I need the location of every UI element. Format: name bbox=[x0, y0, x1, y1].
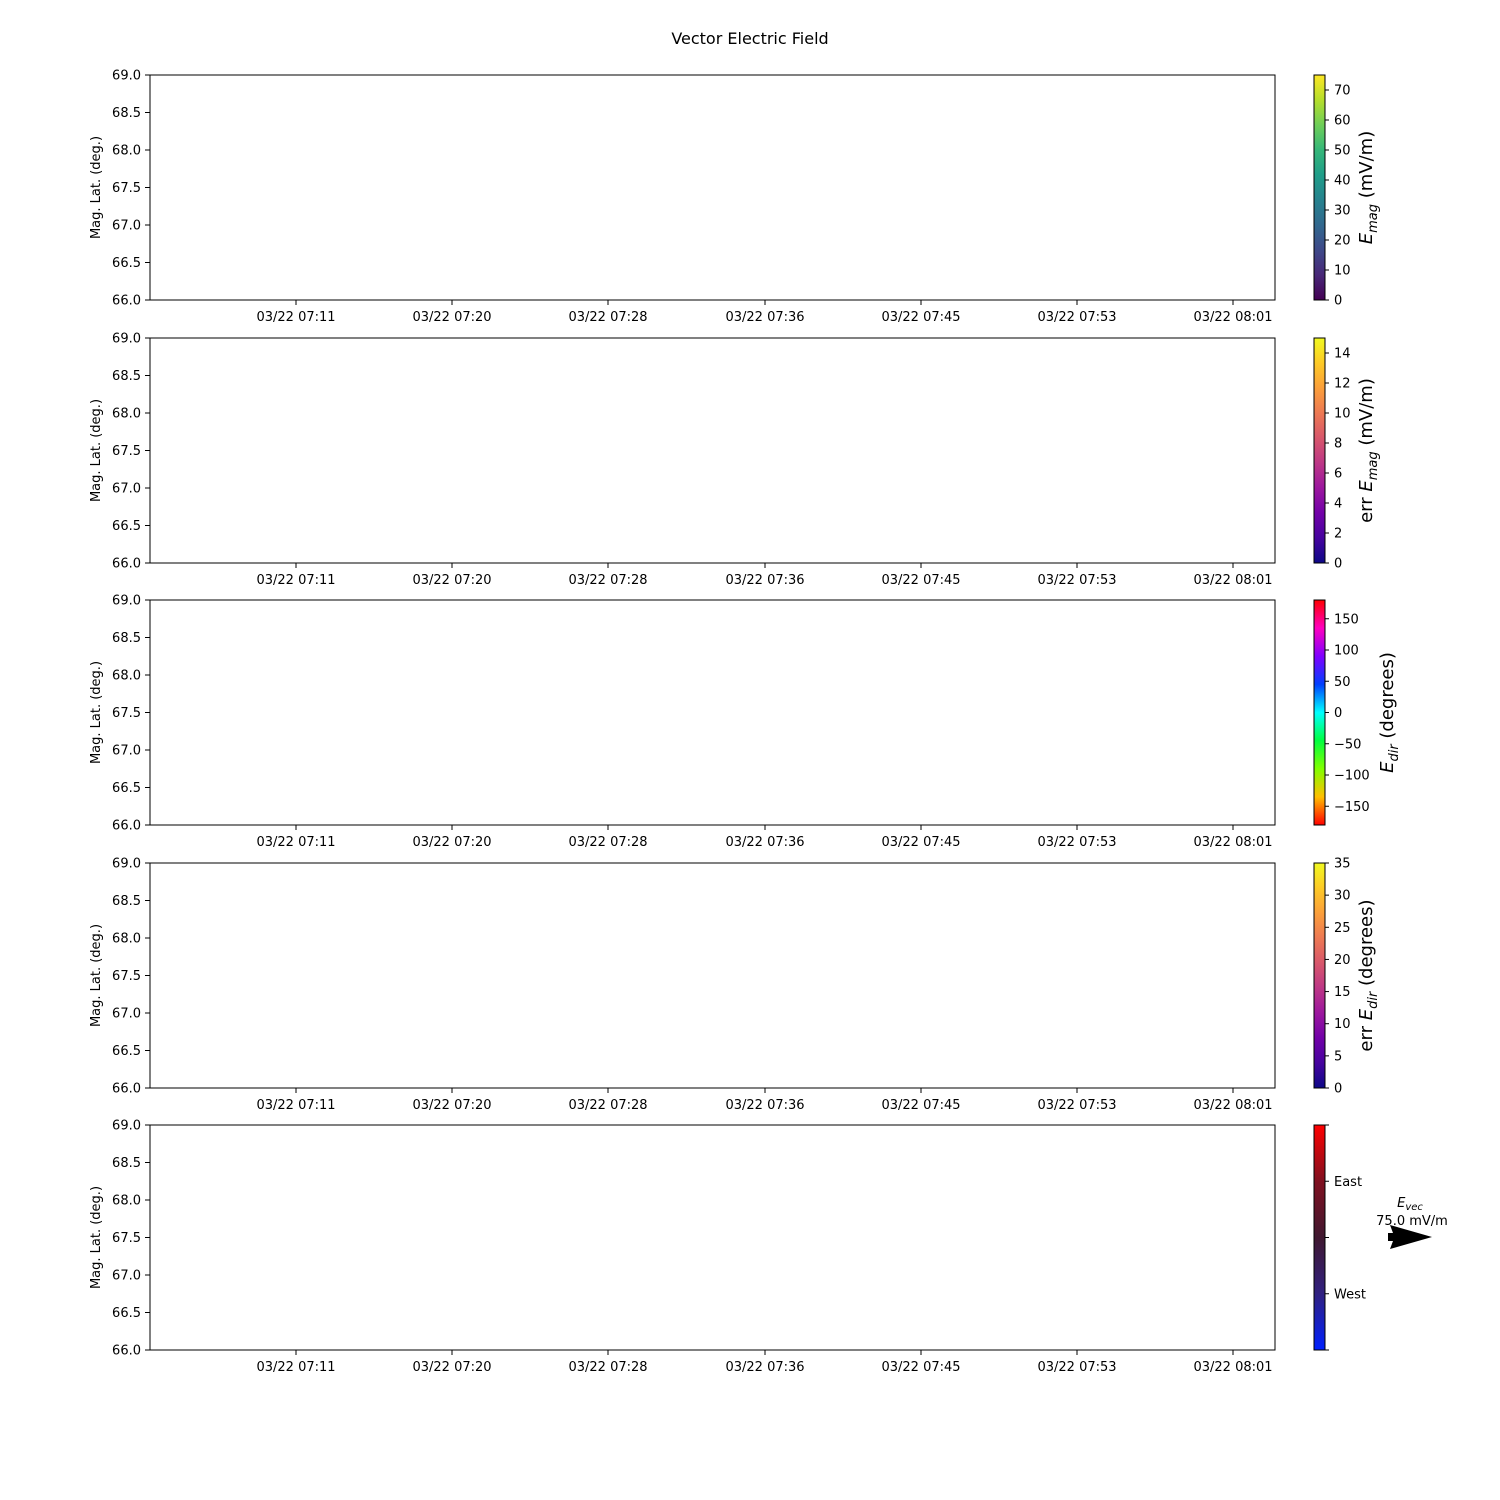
x-tick-label: 03/22 07:28 bbox=[568, 1098, 648, 1113]
panels bbox=[89, 69, 1448, 1376]
colorbar bbox=[1314, 863, 1325, 1088]
x-tick-label: 03/22 07:36 bbox=[725, 1360, 805, 1375]
colorbar-tick-label: 30 bbox=[1334, 203, 1351, 219]
colorbar-tick-label: 10 bbox=[1334, 1017, 1351, 1033]
x-tick-label: 03/22 07:45 bbox=[881, 573, 961, 588]
colorbar-tick-label: 2 bbox=[1334, 526, 1343, 542]
x-tick-label: 03/22 07:11 bbox=[256, 835, 336, 850]
quiver-key bbox=[1376, 1196, 1448, 1249]
x-tick-label: 03/22 07:11 bbox=[256, 1098, 336, 1113]
y-tick-label: 68.5 bbox=[112, 369, 141, 384]
x-tick-label: 03/22 08:01 bbox=[1193, 1360, 1273, 1375]
colorbar-tick-label: 35 bbox=[1334, 856, 1351, 872]
x-tick-label: 03/22 07:28 bbox=[568, 1360, 648, 1375]
colorbar-label-symbol: E bbox=[1356, 480, 1377, 492]
quiver-key-subscript: vec bbox=[1405, 1202, 1423, 1213]
y-tick-label: 67.5 bbox=[112, 969, 141, 984]
y-tick-label: 66.5 bbox=[112, 519, 141, 534]
axes-frame bbox=[150, 338, 1275, 563]
colorbar-tick-label: 100 bbox=[1334, 643, 1359, 659]
y-tick-label: 66.0 bbox=[112, 1343, 141, 1359]
x-tick-label: 03/22 07:20 bbox=[412, 1098, 492, 1113]
y-tick-label: 67.5 bbox=[112, 1231, 141, 1246]
y-tick-label: 66.0 bbox=[112, 818, 141, 834]
y-tick-label: 67.0 bbox=[112, 1006, 141, 1022]
x-tick-label: 03/22 07:11 bbox=[256, 310, 336, 325]
y-tick-label: 68.0 bbox=[112, 143, 141, 159]
colorbar bbox=[1314, 75, 1325, 300]
colorbar-tick-label: East bbox=[1334, 1174, 1363, 1190]
colorbar-tick-label: 10 bbox=[1334, 263, 1351, 279]
panel-3 bbox=[89, 594, 1402, 851]
colorbar-label bbox=[1356, 378, 1381, 523]
colorbar-tick-label: 12 bbox=[1334, 376, 1351, 392]
colorbar-label bbox=[1377, 652, 1402, 773]
y-tick-label: 66.5 bbox=[112, 1044, 141, 1059]
y-tick-label: 66.0 bbox=[112, 1081, 141, 1097]
colorbar-label bbox=[1356, 131, 1381, 244]
y-tick-label: 66.5 bbox=[112, 781, 141, 796]
colorbar-tick-label: 10 bbox=[1334, 406, 1351, 422]
y-axis-label: Mag. Lat. (deg.) bbox=[89, 1185, 104, 1290]
colorbar-tick-label: 150 bbox=[1334, 612, 1359, 628]
axes-frame bbox=[150, 75, 1275, 300]
y-tick-label: 68.5 bbox=[112, 1156, 141, 1171]
y-tick-label: 69.0 bbox=[112, 331, 141, 347]
colorbar-tick-label: −150 bbox=[1334, 799, 1370, 815]
colorbar-tick-label: 25 bbox=[1334, 920, 1351, 936]
colorbar-label-unit: (mV/m) bbox=[1356, 130, 1377, 204]
y-tick-label: 68.5 bbox=[112, 894, 141, 909]
colorbar-tick-label: 30 bbox=[1334, 888, 1351, 904]
colorbar bbox=[1314, 600, 1325, 825]
colorbar-tick-label: 14 bbox=[1334, 346, 1351, 362]
x-tick-label: 03/22 07:45 bbox=[881, 1098, 961, 1113]
x-tick-label: 03/22 07:53 bbox=[1037, 835, 1117, 850]
y-tick-label: 67.0 bbox=[112, 743, 141, 759]
y-tick-label: 68.5 bbox=[112, 106, 141, 121]
axes-frame bbox=[150, 600, 1275, 825]
x-tick-label: 03/22 07:28 bbox=[568, 310, 648, 325]
quiver-key-symbol bbox=[1397, 1196, 1423, 1213]
colorbar-tick-label: 50 bbox=[1334, 674, 1351, 690]
colorbar-tick-label: 6 bbox=[1334, 466, 1343, 482]
axes-frame bbox=[150, 863, 1275, 1088]
x-tick-label: 03/22 07:11 bbox=[256, 1360, 336, 1375]
y-tick-label: 68.5 bbox=[112, 631, 141, 646]
x-tick-label: 03/22 07:45 bbox=[881, 835, 961, 850]
colorbar-tick-label: West bbox=[1334, 1287, 1366, 1303]
panel-5 bbox=[89, 1119, 1448, 1376]
colorbar-tick-label: −100 bbox=[1334, 768, 1370, 784]
x-tick-label: 03/22 08:01 bbox=[1193, 310, 1273, 325]
x-tick-label: 03/22 08:01 bbox=[1193, 1098, 1273, 1113]
y-axis-label: Mag. Lat. (deg.) bbox=[89, 923, 104, 1028]
colorbar-label-subscript: dir bbox=[1387, 744, 1402, 762]
y-tick-label: 67.0 bbox=[112, 218, 141, 234]
y-tick-label: 67.0 bbox=[112, 481, 141, 497]
y-tick-label: 66.0 bbox=[112, 556, 141, 572]
colorbar-label-symbol: E bbox=[1356, 1008, 1377, 1021]
colorbar-tick-label: 15 bbox=[1334, 985, 1351, 1001]
x-tick-label: 03/22 07:36 bbox=[725, 310, 805, 325]
quiver-key-value: 75.0 mV/m bbox=[1376, 1214, 1448, 1229]
y-tick-label: 67.5 bbox=[112, 706, 141, 721]
y-axis-label: Mag. Lat. (deg.) bbox=[89, 398, 104, 503]
x-tick-label: 03/22 08:01 bbox=[1193, 573, 1273, 588]
colorbar-tick-label: 70 bbox=[1334, 83, 1351, 99]
x-tick-label: 03/22 08:01 bbox=[1193, 835, 1273, 850]
y-tick-label: 66.5 bbox=[112, 1306, 141, 1321]
colorbar-tick-label: 40 bbox=[1334, 173, 1351, 189]
axes-frame bbox=[150, 1125, 1275, 1350]
colorbar-label-subscript: mag bbox=[1366, 203, 1381, 233]
x-tick-label: 03/22 07:20 bbox=[412, 573, 492, 588]
colorbar bbox=[1314, 338, 1325, 563]
x-tick-label: 03/22 07:20 bbox=[412, 310, 492, 325]
y-axis-label: Mag. Lat. (deg.) bbox=[89, 135, 104, 240]
y-tick-label: 67.5 bbox=[112, 181, 141, 196]
colorbar-tick-label: 20 bbox=[1334, 952, 1351, 968]
y-tick-label: 69.0 bbox=[112, 856, 141, 872]
y-axis-label: Mag. Lat. (deg.) bbox=[89, 660, 104, 765]
panel-2 bbox=[89, 332, 1381, 589]
y-tick-label: 67.0 bbox=[112, 1268, 141, 1284]
colorbar-label-prefix: err bbox=[1356, 491, 1377, 523]
colorbar-tick-label: 0 bbox=[1334, 293, 1343, 309]
panel-4 bbox=[89, 857, 1381, 1114]
panel-1 bbox=[89, 69, 1381, 326]
colorbar-label-prefix: err bbox=[1356, 1020, 1377, 1052]
figure-title: Vector Electric Field bbox=[671, 29, 829, 48]
y-tick-label: 68.0 bbox=[112, 406, 141, 422]
x-tick-label: 03/22 07:20 bbox=[412, 835, 492, 850]
colorbar-tick-label: 50 bbox=[1334, 143, 1351, 159]
x-tick-label: 03/22 07:53 bbox=[1037, 310, 1117, 325]
colorbar-label-symbol: E bbox=[1377, 761, 1398, 773]
colorbar-label-symbol: E bbox=[1356, 232, 1377, 245]
colorbar bbox=[1314, 1125, 1325, 1350]
x-tick-label: 03/22 07:53 bbox=[1037, 573, 1117, 588]
colorbar-label-unit: (mV/m) bbox=[1356, 378, 1377, 452]
x-tick-label: 03/22 07:11 bbox=[256, 573, 336, 588]
x-tick-label: 03/22 07:20 bbox=[412, 1360, 492, 1375]
y-tick-label: 69.0 bbox=[112, 1118, 141, 1134]
colorbar-tick-label: 0 bbox=[1334, 556, 1343, 572]
y-tick-label: 68.0 bbox=[112, 668, 141, 684]
quiver-key-symbol-letter: E bbox=[1397, 1196, 1406, 1211]
colorbar-label-subscript: mag bbox=[1366, 451, 1381, 481]
y-tick-label: 68.0 bbox=[112, 1193, 141, 1209]
x-tick-label: 03/22 07:36 bbox=[725, 1098, 805, 1113]
x-tick-label: 03/22 07:53 bbox=[1037, 1098, 1117, 1113]
colorbar-tick-label: 0 bbox=[1334, 1081, 1343, 1097]
colorbar-tick-label: 20 bbox=[1334, 233, 1351, 249]
x-tick-label: 03/22 07:36 bbox=[725, 835, 805, 850]
colorbar-tick-label: 0 bbox=[1334, 706, 1343, 721]
y-tick-label: 66.5 bbox=[112, 256, 141, 271]
y-tick-label: 66.0 bbox=[112, 293, 141, 309]
colorbar-label-unit: (degrees) bbox=[1377, 652, 1398, 745]
x-tick-label: 03/22 07:45 bbox=[881, 310, 961, 325]
colorbar-tick-label: 8 bbox=[1334, 436, 1343, 452]
y-tick-label: 67.5 bbox=[112, 444, 141, 459]
x-tick-label: 03/22 07:36 bbox=[725, 573, 805, 588]
colorbar-tick-label: 5 bbox=[1334, 1049, 1343, 1065]
x-tick-label: 03/22 07:53 bbox=[1037, 1360, 1117, 1375]
y-tick-label: 69.0 bbox=[112, 68, 141, 84]
x-tick-label: 03/22 07:28 bbox=[568, 573, 648, 588]
x-tick-label: 03/22 07:28 bbox=[568, 835, 648, 850]
y-tick-label: 69.0 bbox=[112, 593, 141, 609]
colorbar-tick-label: 60 bbox=[1334, 113, 1351, 129]
colorbar-tick-label: −50 bbox=[1334, 737, 1362, 753]
y-tick-label: 68.0 bbox=[112, 931, 141, 947]
colorbar-label-subscript: dir bbox=[1366, 991, 1381, 1009]
colorbar-label-unit: (degrees) bbox=[1356, 899, 1377, 992]
x-tick-label: 03/22 07:45 bbox=[881, 1360, 961, 1375]
colorbar-tick-label: 4 bbox=[1334, 496, 1343, 512]
colorbar-label bbox=[1356, 899, 1381, 1051]
